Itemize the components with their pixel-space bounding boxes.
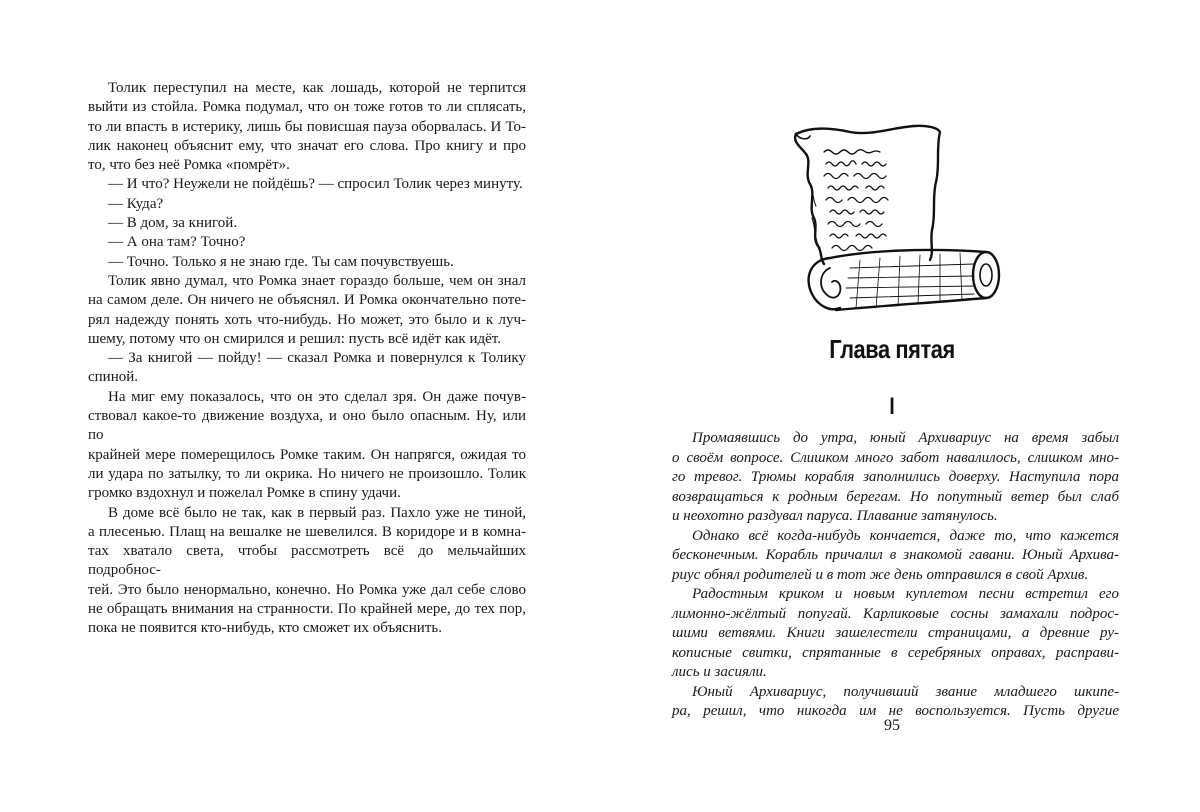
text-line: крайней мере померещилось Ромке таким. Он напрягся, ожидая то: [88, 446, 526, 463]
text-line: пока не появится кто-нибудь, кто сможет их объяснить.: [88, 620, 442, 637]
text-line: В доме всё было не так, как в первый раз. Пахло уже не тиной,: [108, 504, 526, 521]
text-line: рял надежду понять хоть что-нибудь. Но может, это было и к луч-: [88, 311, 526, 328]
text-line: тах хватало света, чтобы рассмотреть всё до мельчайших подробнос-: [88, 543, 526, 579]
text-line: — И что? Неужели не пойдёшь? — спросил Толик через минуту.: [108, 176, 523, 193]
text-line: Толик явно думал, что Ромка знает гораздо больше, чем он знал: [108, 272, 526, 289]
text-line: то ли впасть в истерику, лишь бы повисшая пауза оборвалась. И То-: [88, 118, 526, 135]
text-line: ли удара по затылку, то ли окрика. Но ничего не произошло. Толик: [88, 465, 526, 482]
right-page: [600, 0, 1200, 812]
text-line: риус обнял родителей и в тот же день отправился в свой Архив.: [672, 566, 1089, 583]
text-line: ра, решил, что никогда им не воспользуется. Пусть другие: [672, 703, 1119, 719]
text-line: громко вздохнул и пожелал Ромке в спину удачи.: [88, 485, 401, 502]
chapter-title: Глава пятая: [829, 334, 955, 364]
text-line: На миг ему показалось, что он это сделал зря. Он даже почув-: [108, 388, 526, 405]
section-number: I: [889, 393, 895, 420]
text-line: то, что без неё Ромка «помрёт».: [88, 157, 290, 174]
text-line: Юный Архивариус, получивший звание младшего шкипе-: [692, 683, 1119, 700]
text-line: спиной.: [88, 369, 139, 386]
text-line: шими ветвями. Книги зашелестели страницами, а древние ру-: [672, 625, 1119, 641]
text-line: ствовал какое-то движение воздуха, и оно было опасным. Ну, или по: [88, 408, 526, 444]
text-line: — В дом, за книгой.: [108, 215, 238, 232]
text-line: выйти из стойла. Ромка подумал, что он тоже готов то ли сплясать,: [88, 99, 526, 116]
text-line: возвращаться к родным берегам. Но попутный ветер был слаб: [672, 488, 1119, 505]
page-number: 95: [884, 717, 900, 734]
text-line: Толик переступил на месте, как лошадь, которой не терпится: [108, 80, 526, 96]
text-line: — А она там? Точно?: [108, 234, 246, 251]
text-line: лись и засияли.: [672, 664, 767, 680]
text-line: лик наконец объяснит ему, что значат его слова. Про книгу и про: [88, 137, 526, 154]
left-page-text: [88, 79, 526, 639]
text-line: Однако всё когда-нибудь кончается, даже то, что кажется: [692, 527, 1119, 544]
scroll-illustration: [790, 118, 1010, 318]
text-line: — Куда?: [108, 195, 164, 212]
text-line: тей. Это было ненормально, конечно. Но Ромка уже дал себе слово: [88, 581, 526, 598]
text-line: кописные свитки, спрятанные в серебряных оправах, расправи-: [672, 644, 1119, 661]
text-line: не обращать внимания на странности. По крайней мере, до тех пор,: [88, 601, 526, 618]
text-line: на самом деле. Он ничего не объяснял. И Ромка окончательно поте-: [88, 292, 526, 309]
text-line: лимонно-жёлтый попугай. Карликовые сосны замахали подрос-: [672, 605, 1119, 622]
text-line: Промаявшись до утра, юный Архивариус на время забыл: [692, 430, 1119, 446]
text-line: Радостным криком и новым куплетом песни встретил его: [692, 586, 1119, 602]
right-page-text: [672, 429, 1119, 722]
text-line: го тревог. Трюмы корабля заполнились доверху. Наступила пора: [672, 469, 1119, 485]
text-line: о своём вопросе. Слишком много забот навалилось, слишком мно-: [672, 449, 1119, 466]
text-line: шему, потому что он смирился и решил: пусть всё идёт как идёт.: [88, 330, 501, 347]
text-line: бесконечным. Корабль причалил в знакомой гавани. Юный Архива-: [672, 547, 1119, 563]
text-line: и неохотно раздувал паруса. Плавание затянулось.: [672, 508, 998, 524]
text-line: а плесенью. Плащ на вешалке не шевелился. В коридоре и в комна-: [88, 523, 526, 540]
text-line: — За книгой — пойду! — сказал Ромка и повернулся к Толику: [108, 350, 526, 367]
text-line: — Точно. Только я не знаю где. Ты сам почувствуешь.: [108, 253, 454, 270]
